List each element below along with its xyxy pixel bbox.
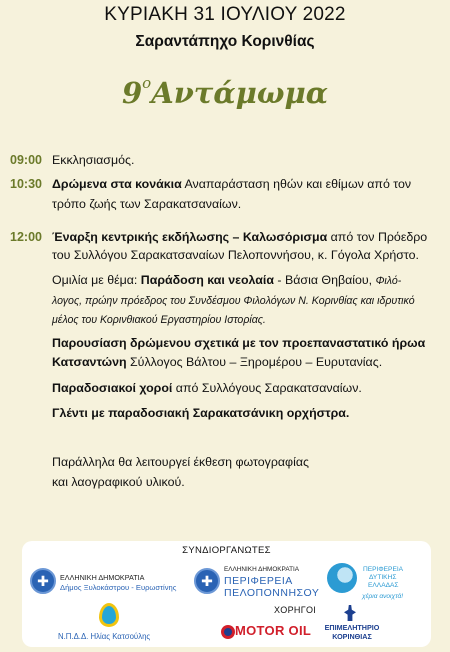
motor-oil-name: MOTOR OIL xyxy=(235,623,312,638)
dances-title: Παραδοσιακοί χοροί xyxy=(52,381,173,395)
greek-coat-of-arms-icon xyxy=(30,568,56,594)
org1-line1: ΕΛΛΗΝΙΚΗ ΔΗΜΟΚΡΑΤΙΑ xyxy=(60,573,145,582)
event-word: Αντάμωμα xyxy=(151,76,329,110)
dances-text: από Συλλόγους Σαρακατσαναίων. xyxy=(172,381,362,395)
chamber-logo-icon xyxy=(344,605,356,621)
schedule-highlight: Έναρξη κεντρικής εκδήλωσης – Καλωσόρισμα xyxy=(52,230,328,244)
performance-club: Σύλλογος Βάλτου – Ξηρομέρου – Ευρυτανίας. xyxy=(126,355,383,369)
performance-hero: Κατσαντώνη xyxy=(52,355,127,369)
katsoulis-logo-icon xyxy=(99,603,119,627)
schedule-line-1-1 xyxy=(52,151,442,170)
chamber-line2: ΚΟΡΙΝΘΙΑΣ xyxy=(332,632,372,641)
event-number-superscript: ο xyxy=(142,74,152,93)
speech-bio: λογος, πρώην πρόεδρος του Συνδέσμου Φιλολόγων Ν. Κορινθίας και ιδρυτικό xyxy=(52,295,415,307)
schedule-text: Αναπαράσταση ηθών και εθίμων από τον xyxy=(181,177,412,191)
org2-line2: ΠΕΡΙΦΕΡΕΙΑ xyxy=(224,575,293,587)
schedule-text: του Συλλόγου Σαρακατσαναίων Πελοποννήσου, κ. Γόγολα Χρήστο. xyxy=(52,248,419,262)
org2-line3: ΠΕΛΟΠΟΝΝΗΣΟΥ xyxy=(224,587,320,599)
speech-line-1 xyxy=(52,271,442,291)
event-number: 9 xyxy=(121,76,143,110)
co-organizers-title: ΣΥΝΔΙΟΡΓΑΝΩΤΕΣ xyxy=(182,545,271,556)
org2-line1: ΕΛΛΗΝΙΚΗ ΔΗΜΟΚΡΑΤΙΑ xyxy=(224,566,300,573)
performance-line-2 xyxy=(52,353,442,372)
schedule-text: Εκκλησιασμός. xyxy=(52,153,135,167)
sponsors-box xyxy=(22,541,431,647)
speech-line-3 xyxy=(52,310,442,330)
greek-coat-of-arms-icon xyxy=(194,568,220,594)
schedule-line-3-2 xyxy=(52,246,442,265)
speech-speaker: - Βάσια Θηβαίου, xyxy=(273,273,376,287)
schedule-text: τρόπο ζωής των Σαρακατσαναίων. xyxy=(52,197,242,211)
speech-line-2 xyxy=(52,291,442,311)
speech-bio: μέλος του Κορινθιακού Εργαστηρίου Ιστορίας. xyxy=(52,314,266,326)
party-line xyxy=(52,404,442,423)
schedule-line-2-1 xyxy=(52,175,442,194)
schedule-text: από τον Πρόεδρο xyxy=(327,230,428,244)
schedule-time-3: 12:00 xyxy=(10,230,42,244)
org3-line2: ΔΥΤΙΚΗΣ xyxy=(369,574,397,581)
schedule-line-3-1 xyxy=(52,228,442,247)
western-greece-logo-icon xyxy=(327,563,357,593)
chamber-line1: ΕΠΙΜΕΛΗΤΗΡΙΟ xyxy=(324,623,380,632)
performance-line-1 xyxy=(52,334,442,353)
org1-line2: Δήμος Ξυλοκάστρου - Ευρωστίνης xyxy=(60,583,177,592)
event-date: ΚΥΡΙΑΚΗ 31 ΙΟΥΛΙΟΥ 2022 xyxy=(104,4,346,25)
org4-name: Ν.Π.Δ.Δ. Ηλίας Κατσούλης xyxy=(58,632,151,641)
speech-bio: Φιλό- xyxy=(375,275,402,287)
exhibit-line-2: και λαογραφικού υλικού. xyxy=(52,475,185,489)
org3-line1: ΠΕΡΙΦΕΡΕΙΑ xyxy=(363,566,404,573)
speech-topic: Παράδοση και νεολαία xyxy=(140,273,274,287)
party-text: Γλέντι με παραδοσιακή Σαρακατσάνικη ορχήστρα. xyxy=(52,406,350,420)
schedule-line-2-2 xyxy=(52,195,442,214)
dances-line xyxy=(52,379,442,398)
exhibit-line-1: Παράλληλα θα λειτουργεί έκθεση φωτογραφίας xyxy=(52,455,309,469)
motor-oil-logo-icon xyxy=(221,625,235,639)
performance-title: Παρουσίαση δρώμενου σχετικά με τον προεπαναστατικό ήρωα xyxy=(52,336,426,350)
schedule-highlight: Δρώμενα στα κονάκια xyxy=(52,177,182,191)
event-place: Σαραντάπηχο Κορινθίας xyxy=(135,33,315,50)
sponsors-title: ΧΟΡΗΓΟΙ xyxy=(274,605,317,615)
schedule-time-1: 09:00 xyxy=(10,153,42,167)
schedule-time-2: 10:30 xyxy=(10,177,42,191)
org3-line3: ΕΛΛΑΔΑΣ xyxy=(368,582,399,589)
speech-prefix: Ομιλία με θέμα: xyxy=(52,273,141,287)
event-title xyxy=(0,76,450,110)
org3-slogan: χέρια ανοιχτά! xyxy=(362,593,404,600)
